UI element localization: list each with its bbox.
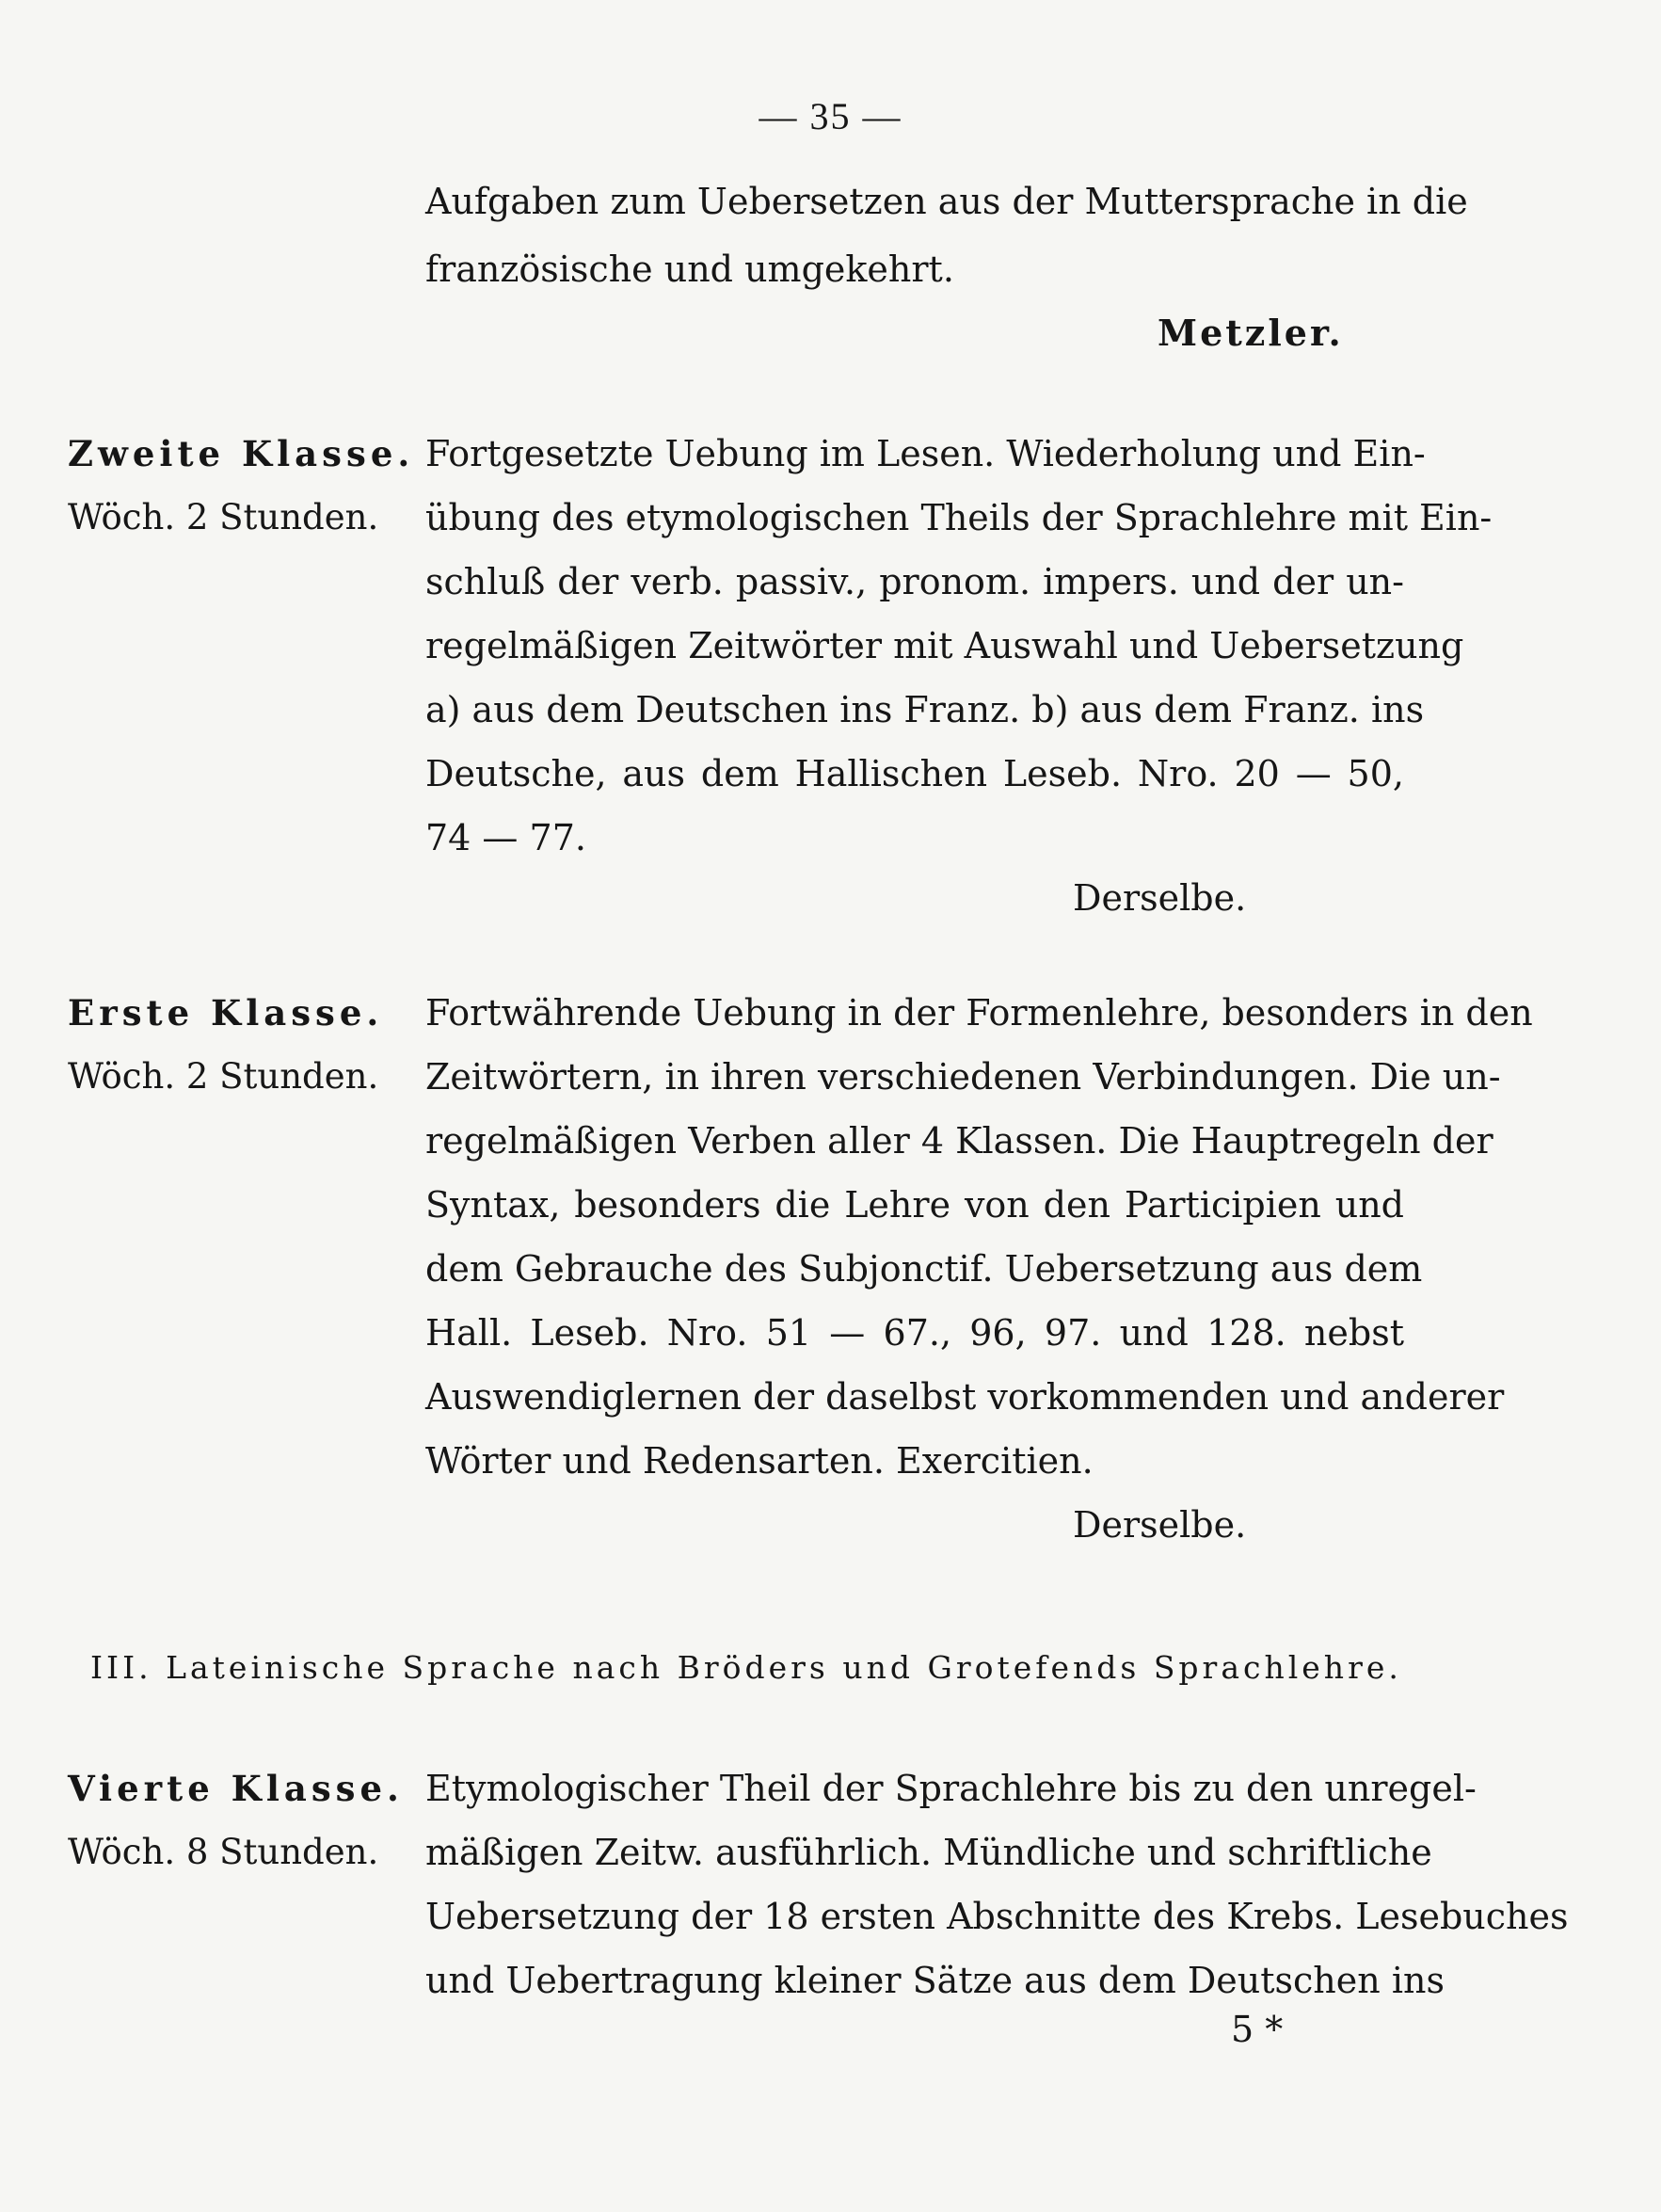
erste-hours-label: Wöch. 2 Stunden. (68, 1056, 379, 1097)
erste-line-4: Syntax, besonders die Lehre von den Participien und (425, 1184, 1404, 1226)
signature-mark: 5 * (1231, 2009, 1284, 2050)
erste-line-1: Fortwährende Uebung in der Formenlehre, besonders in den (425, 992, 1533, 1034)
erste-signature: Derselbe. (1073, 1504, 1247, 1546)
zweite-line-4: regelmäßigen Zeitwörter mit Auswahl und Uebersetzung (425, 625, 1464, 666)
erste-line-3: regelmäßigen Verben aller 4 Klassen. Die Hauptregeln der (425, 1120, 1493, 1162)
erste-line-5: dem Gebrauche des Subjonctif. Uebersetzung aus dem (425, 1248, 1423, 1290)
zweite-line-6: Deutsche, aus dem Hallischen Leseb. Nro. 20 — 50, (425, 753, 1404, 794)
zweite-line-1: Fortgesetzte Uebung im Lesen. Wiederholung und Ein- (425, 433, 1426, 474)
erste-line-2: Zeitwörtern, in ihren verschiedenen Verbindungen. Die un- (425, 1056, 1501, 1098)
zweite-signature: Derselbe. (1073, 877, 1247, 919)
zweite-line-3: schluß der verb. passiv., pronom. impers. und der un- (425, 561, 1404, 602)
erste-line-6: Hall. Leseb. Nro. 51 — 67., 96, 97. und 128. nebst (425, 1312, 1404, 1354)
intro-line-2: französische und umgekehrt. (425, 248, 954, 290)
section-heading-latin: III. Lateinische Sprache nach Bröders und Grotefends Sprachlehre. (90, 1649, 1402, 1686)
zweite-hours-label: Wöch. 2 Stunden. (68, 497, 379, 537)
erste-klasse-label: Erste Klasse. (68, 992, 384, 1034)
vierte-klasse-label: Vierte Klasse. (68, 1768, 404, 1809)
intro-signature: Metzler. (1158, 312, 1344, 354)
zweite-line-2: übung des etymologischen Theils der Sprachlehre mit Ein- (425, 497, 1493, 538)
zweite-line-5: a) aus dem Deutschen ins Franz. b) aus dem Franz. ins (425, 689, 1425, 730)
vierte-line-1: Etymologischer Theil der Sprachlehre bis zu den unregel- (425, 1768, 1477, 1809)
erste-line-7: Auswendiglernen der daselbst vorkommenden und anderer (425, 1376, 1505, 1418)
erste-line-8: Wörter und Redensarten. Exercitien. (425, 1440, 1094, 1482)
zweite-line-7: 74 — 77. (425, 817, 586, 858)
vierte-hours-label: Wöch. 8 Stunden. (68, 1832, 379, 1872)
page-number: — 35 — (759, 95, 902, 137)
vierte-line-4: und Uebertragung kleiner Sätze aus dem Deutschen ins (425, 1960, 1445, 2001)
vierte-line-3: Uebersetzung der 18 ersten Abschnitte des Krebs. Lesebuches (425, 1896, 1569, 1937)
vierte-line-2: mäßigen Zeitw. ausführlich. Mündliche und schriftliche (425, 1832, 1432, 1873)
zweite-klasse-label: Zweite Klasse. (68, 433, 415, 474)
intro-line-1: Aufgaben zum Uebersetzen aus der Muttersprache in die (425, 181, 1468, 222)
